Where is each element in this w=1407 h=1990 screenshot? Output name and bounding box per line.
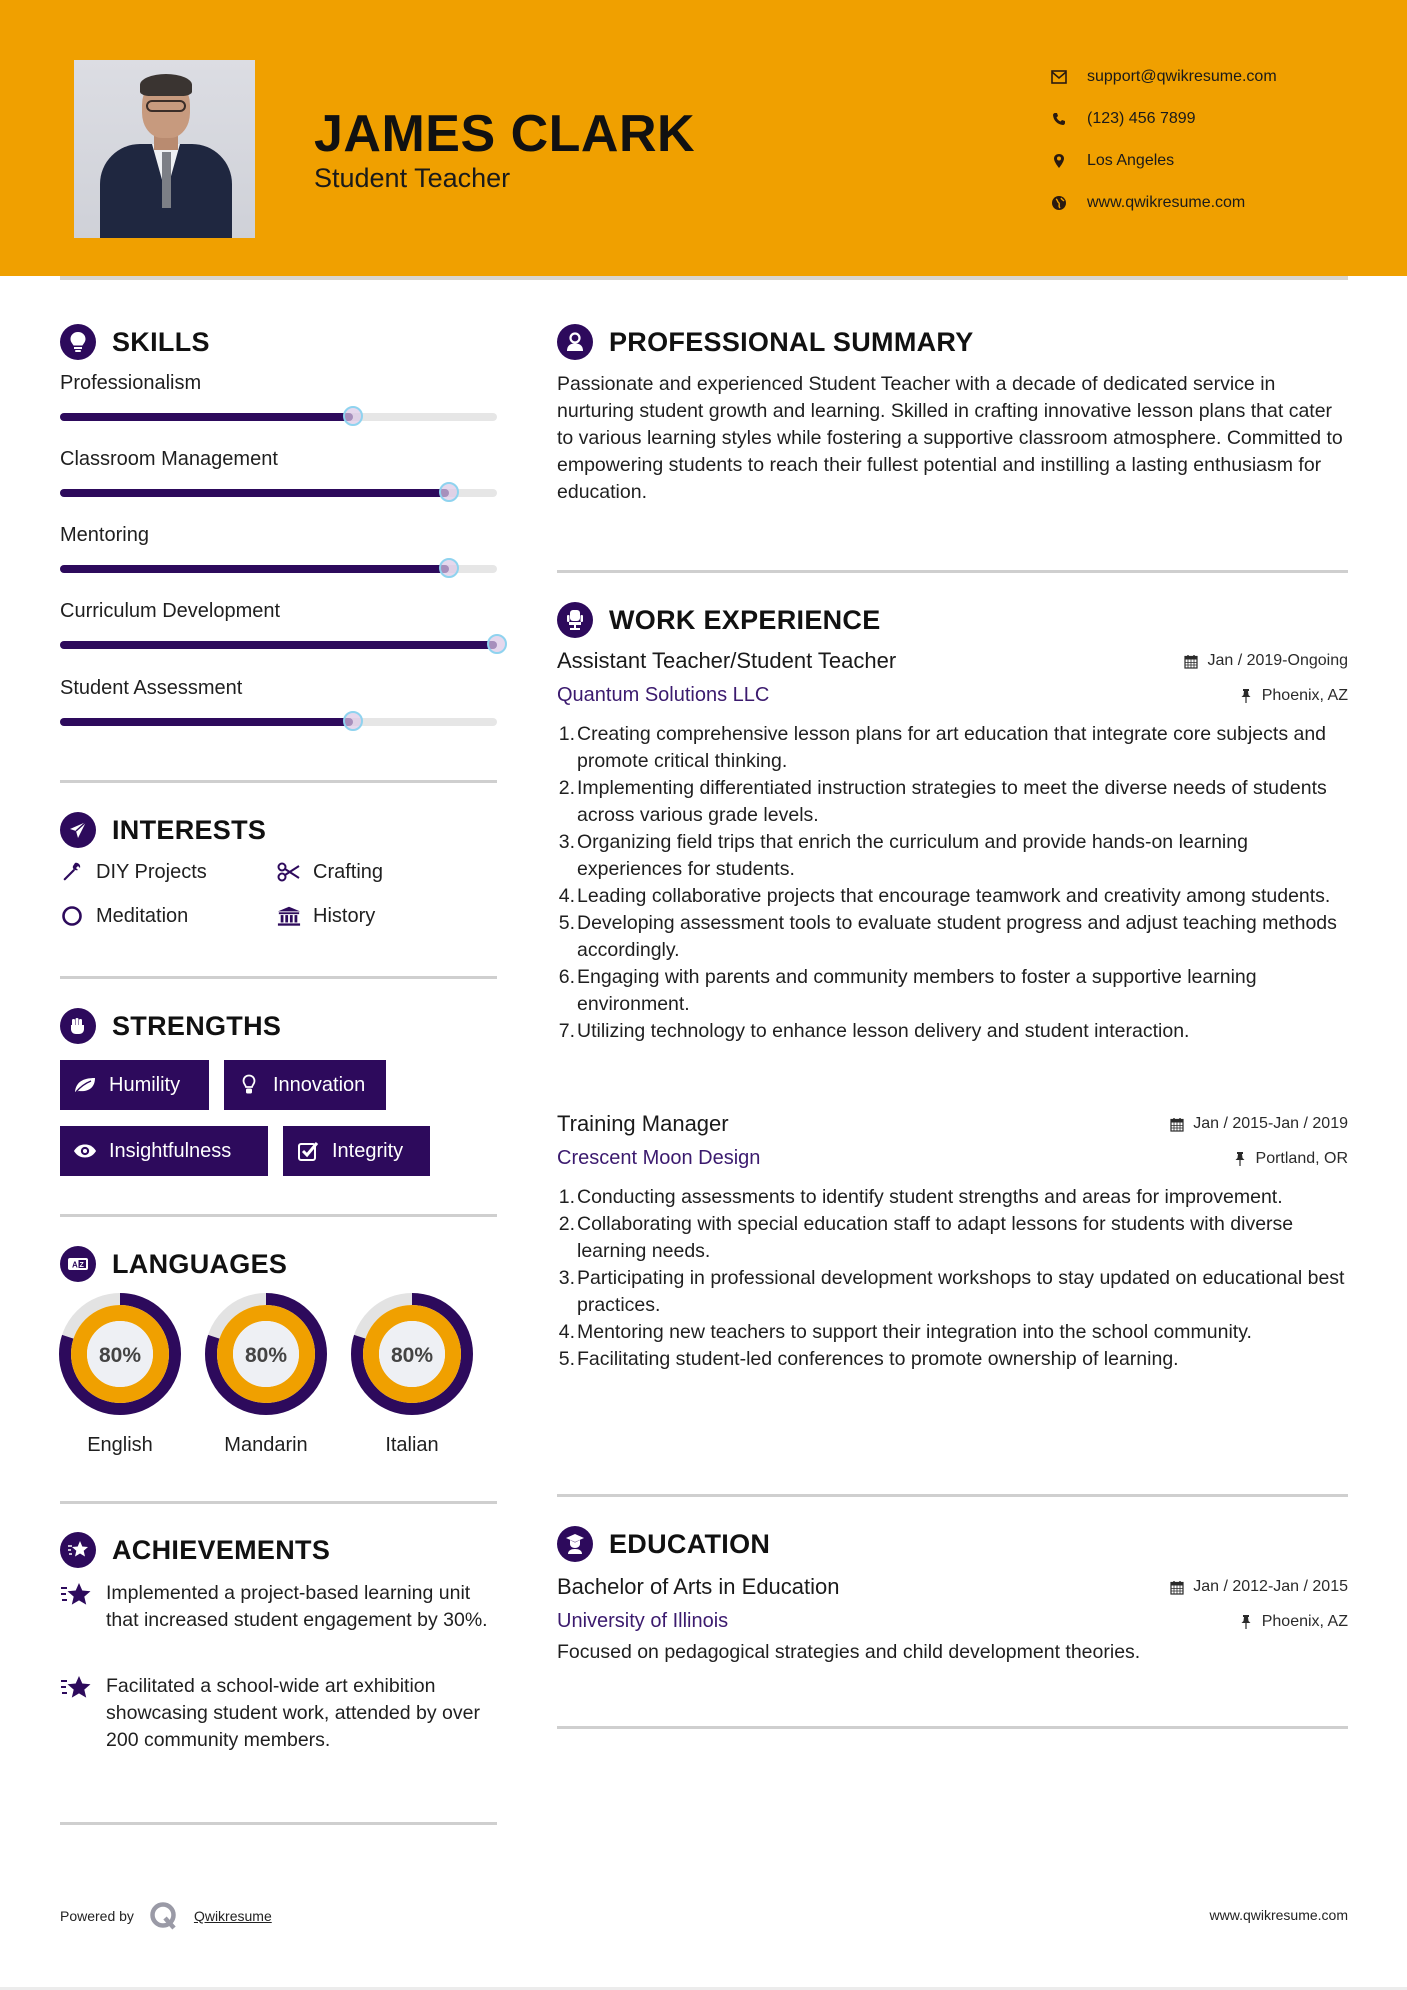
globe-icon: [1048, 192, 1070, 214]
achievements-heading: ACHIEVEMENTS: [60, 1532, 330, 1568]
skill-bar: [60, 413, 497, 421]
language-donut-chart: [350, 1292, 474, 1416]
job-company: Quantum Solutions LLC: [557, 684, 770, 706]
language-icon: [60, 1246, 96, 1282]
skill-knob: [487, 634, 507, 654]
candidate-name: JAMES CLARK: [314, 105, 696, 163]
skill-classroom-management: Classroom Management: [60, 448, 497, 497]
star-icon: [60, 1675, 94, 1754]
skill-knob: [343, 711, 363, 731]
interests-heading: INTERESTS: [60, 812, 266, 848]
bullet-item: 1. Creating comprehensive lesson plans for art education that integrate core subjects and promote critical thinking.: [558, 723, 1327, 772]
interest-diy-projects: DIY Projects: [60, 860, 207, 884]
interest-crafting: Crafting: [277, 860, 383, 884]
education-heading: EDUCATION: [557, 1526, 770, 1562]
education-description: Focused on pedagogical strategies and child development theories.: [557, 1641, 1141, 1663]
education-dates: Jan / 2012-Jan / 2015: [1169, 1578, 1348, 1596]
section-divider: [557, 1494, 1348, 1497]
profile-photo: [74, 60, 255, 238]
calendar-icon: [1169, 1579, 1185, 1595]
section-divider: [60, 1822, 497, 1825]
bullet-item: 3. Participating in professional development workshops to stay updated on educational best practices.: [558, 1267, 1345, 1316]
bullet-item: 2. Collaborating with special education staff to adapt lessons for students with diverse learning needs.: [558, 1213, 1294, 1262]
job-responsibilities: [557, 1184, 1348, 1373]
pushpin-icon: [1232, 1151, 1248, 1167]
candidate-role: Student Teacher: [314, 163, 511, 193]
language-english: 80% English: [58, 1292, 182, 1457]
star-icon: [60, 1582, 94, 1634]
strength-innovation: Innovation: [224, 1060, 386, 1110]
interest-meditation: Meditation: [60, 904, 188, 928]
bullet-item: 2. Implementing differentiated instruction strategies to meet the diverse needs of students across various grade levels.: [558, 777, 1327, 826]
phone-icon: [1048, 108, 1070, 130]
header-divider: [60, 276, 1348, 280]
job-entry: [557, 648, 1348, 1045]
scissors-icon: [277, 860, 301, 884]
job-title: Training Manager: [557, 1111, 729, 1136]
contact-phone-text: (123) 456 7899: [1087, 110, 1196, 127]
bullet-item: 4. Leading collaborative projects that encourage teamwork and creativity among students.: [558, 885, 1331, 907]
language-mandarin: 80% Mandarin: [204, 1292, 328, 1457]
lightbulb-icon: [60, 324, 96, 360]
contact-phone[interactable]: [1048, 98, 1277, 140]
circle-icon: [60, 904, 84, 928]
skill-mentoring: Mentoring: [60, 524, 497, 573]
museum-icon: [277, 904, 301, 928]
leaf-icon: [73, 1073, 97, 1097]
pushpin-icon: [1238, 688, 1254, 704]
bullet-item: 6. Engaging with parents and community members to foster a supportive learning environment.: [558, 966, 1257, 1015]
job-dates: Jan / 2015-Jan / 2019: [1169, 1115, 1348, 1133]
skill-knob: [439, 558, 459, 578]
contact-website-text: www.qwikresume.com: [1087, 194, 1246, 211]
language-donut-chart: [58, 1292, 182, 1416]
bullet-item: 7. Utilizing technology to enhance lesson delivery and student interaction.: [558, 1020, 1190, 1042]
bullet-item: 4. Mentoring new teachers to support their integration into the school community.: [558, 1321, 1252, 1343]
achievement-item: Facilitated a school-wide art exhibition showcasing student work, attended by over 200 community members.: [60, 1673, 500, 1754]
education-location: Phoenix, AZ: [1238, 1613, 1348, 1631]
svg-text:A: A: [72, 1260, 78, 1270]
eye-icon: [73, 1139, 97, 1163]
skill-student-assessment: Student Assessment: [60, 677, 497, 726]
school-name: University of Illinois: [557, 1610, 729, 1632]
skill-curriculum-development: Curriculum Development: [60, 600, 497, 649]
skill-knob: [343, 406, 363, 426]
language-italian: 80% Italian: [350, 1292, 474, 1457]
bullet-item: 3. Organizing field trips that enrich the curriculum and provide hands-on learning experiences for students.: [558, 831, 1248, 880]
qwikresume-logo-icon: [148, 1900, 180, 1932]
job-entry: [557, 1111, 1348, 1373]
wrench-icon: [60, 860, 84, 884]
language-donut-chart: [204, 1292, 328, 1416]
skill-bar: [60, 641, 497, 649]
section-divider: [60, 1214, 497, 1217]
lightbulb-icon: [237, 1073, 261, 1097]
pushpin-icon: [1238, 1614, 1254, 1630]
bullet-item: 1. Conducting assessments to identify student strengths and areas for improvement.: [558, 1186, 1283, 1208]
contact-email-text: support@qwikresume.com: [1087, 68, 1277, 85]
footer-website[interactable]: www.qwikresume.com: [1209, 1907, 1348, 1923]
checkbox-icon: [296, 1139, 320, 1163]
skill-professionalism: Professionalism: [60, 372, 497, 421]
contact-location-text: Los Angeles: [1087, 152, 1175, 169]
svg-text:80%: 80%: [244, 1344, 288, 1367]
map-pin-icon: [1048, 150, 1070, 172]
svg-text:Z: Z: [79, 1262, 84, 1269]
skill-bar: [60, 489, 497, 497]
section-divider: [557, 1726, 1348, 1729]
skill-bar: [60, 565, 497, 573]
paper-plane-icon: [60, 812, 96, 848]
interest-history: History: [277, 904, 375, 928]
resume-header: [0, 0, 1407, 276]
education-entry: [557, 1574, 1348, 1664]
degree-title: Bachelor of Arts in Education: [557, 1574, 840, 1599]
section-divider: [60, 976, 497, 979]
job-responsibilities: [557, 721, 1348, 1045]
calendar-icon: [1169, 1116, 1185, 1132]
achievement-item: Implemented a project-based learning unit that increased student engagement by 30%.: [60, 1580, 500, 1634]
fist-icon: [60, 1008, 96, 1044]
skill-knob: [439, 482, 459, 502]
strength-insightfulness: Insightfulness: [60, 1126, 268, 1176]
section-divider: [557, 570, 1348, 573]
contact-location: [1048, 140, 1277, 182]
summary-heading: PROFESSIONAL SUMMARY: [557, 324, 974, 360]
section-divider: [60, 1501, 497, 1504]
graduate-icon: [557, 1526, 593, 1562]
summary-text: Passionate and experienced Student Teacher with a decade of dedicated service in nurturing student growth and learning. Skilled in crafting innovative lesson plans that cater to various learning styles while fostering a supportive classroom atmosphere. Committed to empowering students to reach their fullest potential and instilling a lasting enthusiasm for education.: [557, 373, 1343, 503]
qwikresume-link[interactable]: Qwikresume: [193, 1908, 272, 1924]
bullet-item: 5. Facilitating student-led conferences to promote ownership of learning.: [558, 1348, 1179, 1370]
strength-humility: Humility: [60, 1060, 209, 1110]
calendar-icon: [1183, 653, 1199, 669]
contact-list: [1048, 56, 1277, 224]
envelope-icon: [1048, 66, 1070, 88]
contact-email[interactable]: [1048, 56, 1277, 98]
star-icon: [60, 1532, 96, 1568]
skills-heading: SKILLS: [60, 324, 210, 360]
job-location: Portland, OR: [1232, 1150, 1348, 1168]
job-company: Crescent Moon Design: [557, 1147, 761, 1169]
svg-text:80%: 80%: [98, 1344, 142, 1367]
svg-text:80%: 80%: [390, 1344, 434, 1367]
bullet-item: 5. Developing assessment tools to evaluate student progress and adjust teaching methods accordingly.: [558, 912, 1337, 961]
job-title: Assistant Teacher/Student Teacher: [557, 648, 897, 673]
job-dates: Jan / 2019-Ongoing: [1183, 652, 1348, 670]
footer-powered-by: Powered by Qwikresume: [60, 1900, 272, 1932]
job-location: Phoenix, AZ: [1238, 687, 1348, 705]
skill-bar: [60, 718, 497, 726]
office-chair-icon: [557, 602, 593, 638]
strengths-heading: STRENGTHS: [60, 1008, 281, 1044]
user-icon: [557, 324, 593, 360]
contact-website[interactable]: [1048, 182, 1277, 224]
strength-integrity: Integrity: [283, 1126, 430, 1176]
experience-heading: WORK EXPERIENCE: [557, 602, 881, 638]
section-divider: [60, 780, 497, 783]
languages-heading: A Z LANGUAGES: [60, 1246, 287, 1282]
